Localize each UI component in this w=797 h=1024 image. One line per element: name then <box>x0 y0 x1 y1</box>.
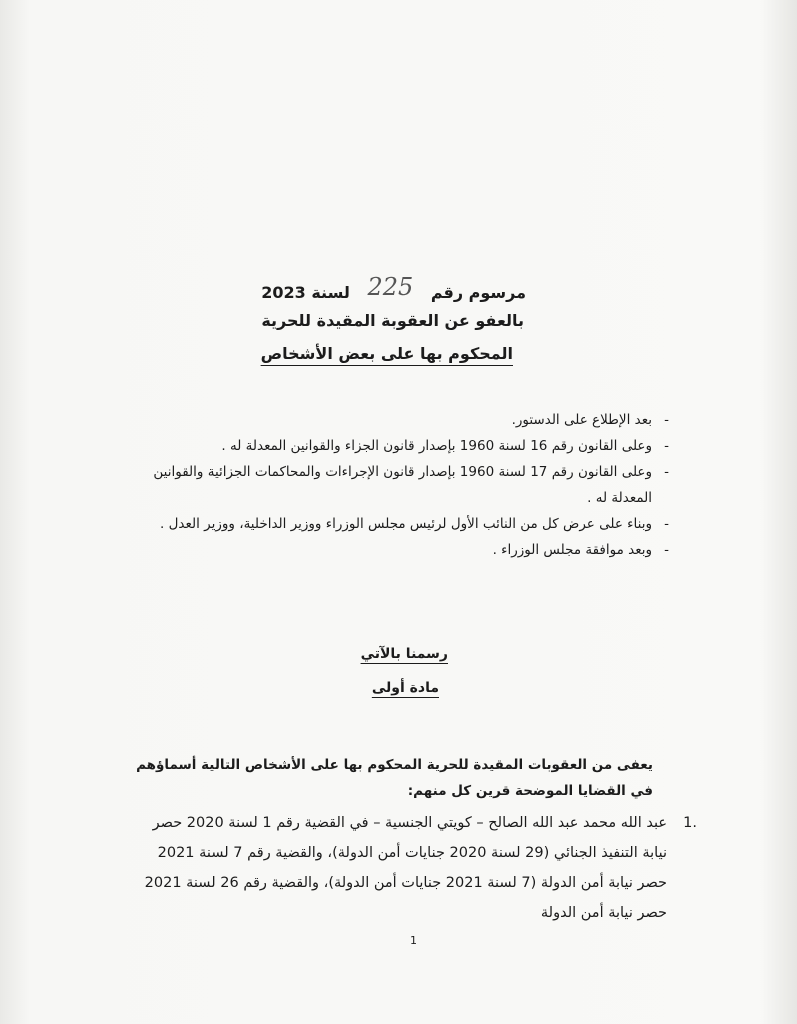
bullet-dash: - <box>664 412 669 428</box>
decree-subject: بالعفو عن العقوبة المقيدة للحرية <box>261 311 524 330</box>
bullet-dash: - <box>664 438 669 454</box>
bullet-dash: - <box>664 464 669 480</box>
item-number: 1. <box>683 815 697 831</box>
preamble-item: - وبناء على عرض كل من النائب الأول لرئيس مجلس الوزراء ووزير الداخلية، ووزير العدل . <box>132 511 652 537</box>
preamble-list <box>132 407 669 563</box>
bullet-dash: - <box>664 542 669 558</box>
page-number: 1 <box>410 934 417 947</box>
preamble-item: - وعلى القانون رقم 17 لسنة 1960 بإصدار قانون الإجراءات والمحاكمات الجزائية والقوانين المعدلة له . <box>132 459 652 511</box>
list-item <box>137 808 697 928</box>
decision-heading: رسمنا بالآتي <box>360 646 448 662</box>
preamble-item: - بعد الإطلاع على الدستور. <box>132 407 652 433</box>
preamble-item: - وعلى القانون رقم 16 لسنة 1960 بإصدار قانون الجزاء والقوانين المعدلة له . <box>132 433 652 459</box>
item-text: عبد الله محمد عبد الله الصالح – كويتي الجنسية – في القضية رقم 1 لسنة 2020 حصر نيابة التنفيذ الجنائي (29 لسنة 2020 جنايات أمن الدولة)، والقضية رقم 7 لسنة 2021 حصر نيابة أمن الدولة (7 لسنة 2021 جنايات أمن الدولة)، والقضية رقم 26 لسنة 2021 حصر نيابة أمن الدولة <box>144 815 667 921</box>
decree-subject-line2: المحكوم بها على بعض الأشخاص <box>260 344 513 363</box>
decree-year: لسنة 2023 <box>261 283 350 302</box>
article-heading: مادة أولى <box>371 680 439 696</box>
decree-prefix: مرسوم رقم <box>430 283 526 302</box>
bullet-dash: - <box>664 516 669 532</box>
article-intro: يعفى من العقوبات المقيدة للحرية المحكوم بها على الأشخاص التالية أسماؤهم في القضايا الموضحة قرين كل منهم: <box>136 757 653 799</box>
decree-title <box>261 273 526 304</box>
preamble-item: - وبعد موافقة مجلس الوزراء . <box>132 537 652 563</box>
decree-number-handwritten: 225 <box>367 273 414 301</box>
